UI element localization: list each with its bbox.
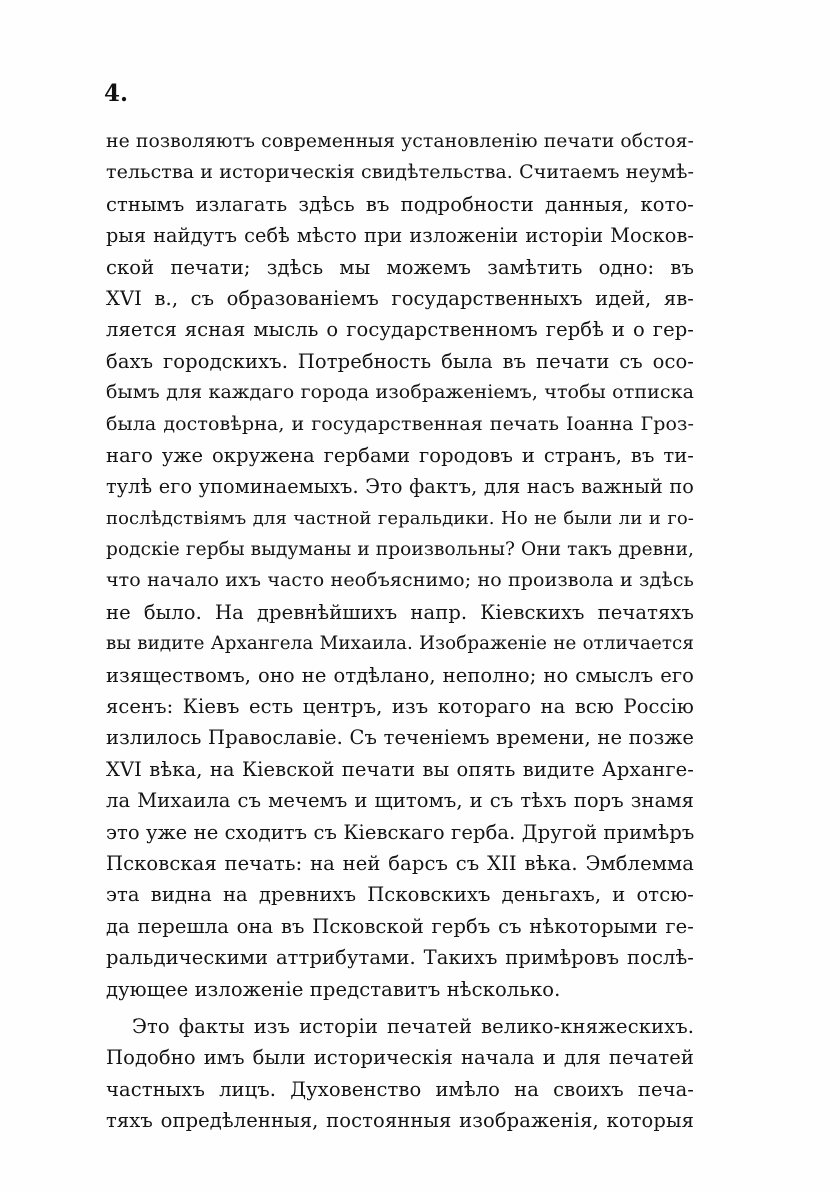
text-line: не позволяютъ современныя установленію печати обстоя- <box>106 131 694 152</box>
text-line: бымъ для каждаго города изображеніемъ, чтобы отписка <box>106 381 694 404</box>
text-line: это уже не сходитъ съ Кіевскаго герба. Другой примѣръ <box>106 820 695 844</box>
text-line: не было. На древнѣйшихъ напр. Кіевскихъ печатяхъ <box>106 600 694 624</box>
text-line: Псковская печать: на ней барсъ съ XII вѣка. Эмблемма <box>106 851 694 875</box>
text-line: эта видна на древнихъ Псковскихъ деньгахъ, и отсю- <box>106 883 694 907</box>
text-line: да перешла она въ Псковской гербъ съ нѣкоторыми ге- <box>106 914 694 938</box>
text-line: была достовѣрна, и государственная печать Іоанна Гроз- <box>106 412 694 435</box>
text-line: наго уже окружена гербами городовъ и странъ, въ ти- <box>106 443 694 467</box>
paragraph-1 <box>106 126 694 1005</box>
page-number: 4. <box>104 80 129 107</box>
text-line: бахъ городскихъ. Потребность была въ печати съ осо- <box>106 349 694 373</box>
text-line: ляется ясная мысль о государственномъ гербѣ и о гер- <box>106 318 694 342</box>
body-text <box>106 126 694 1137</box>
text-line: тельства и историческія свидѣтельства. Считаемъ неумѣ- <box>106 161 695 184</box>
text-line: родскіе гербы выдуманы и произвольны? Они такъ древни, <box>106 539 694 561</box>
text-line: ральдическими аттрибутами. Такихъ примѣровъ послѣ- <box>106 946 694 970</box>
text-line: что начало ихъ часто необъяснимо; но произвола и здѣсь <box>106 569 694 592</box>
text-line: излилось Православіе. Съ теченіемъ времени, не позже <box>106 726 694 750</box>
text-line: вы видите Архангела Михаила. Изображеніе не отличается <box>106 633 694 655</box>
text-line: Подобно имъ были историческія начала и для печатей <box>106 1046 694 1070</box>
text-line: тулѣ его упоминаемыхъ. Это фактъ, для насъ важный по <box>106 475 694 499</box>
text-line: рыя найдутъ себѣ мѣсто при изложеніи исторіи Москов- <box>106 224 694 248</box>
text-line: послѣдствіямъ для частной геральдики. Но не были ли и го- <box>106 507 694 529</box>
text-line: изяществомъ, оно не отдѣлано, неполно; но смыслъ его <box>106 663 694 687</box>
text-line: Это факты изъ исторіи печатей велико-княжескихъ. <box>132 1014 694 1038</box>
paragraph-2 <box>106 1011 694 1137</box>
text-line: ла Михаила съ мечемъ и щитомъ, и съ тѣхъ поръ знамя <box>106 789 694 813</box>
text-line: тяхъ опредѣленныя, постоянныя изображенія, которыя <box>106 1109 694 1133</box>
text-line: частныхъ лицъ. Духовенство имѣло на своихъ печа- <box>106 1077 694 1101</box>
text-line: стнымъ излагать здѣсь въ подробности данныя, кото- <box>106 192 694 216</box>
text-line: дующее изложеніе представитъ нѣсколько. <box>106 977 561 1001</box>
text-line: ской печати; здѣсь мы можемъ замѣтить одно: въ <box>106 255 694 279</box>
text-line: ясенъ: Кіевъ есть центръ, изъ котораго на всю Россію <box>106 695 694 719</box>
text-line: XVI вѣка, на Кіевской печати вы опять видите Арханге- <box>106 757 694 781</box>
text-line: XVI в., съ образованіемъ государственныхъ идей, яв- <box>106 286 694 310</box>
